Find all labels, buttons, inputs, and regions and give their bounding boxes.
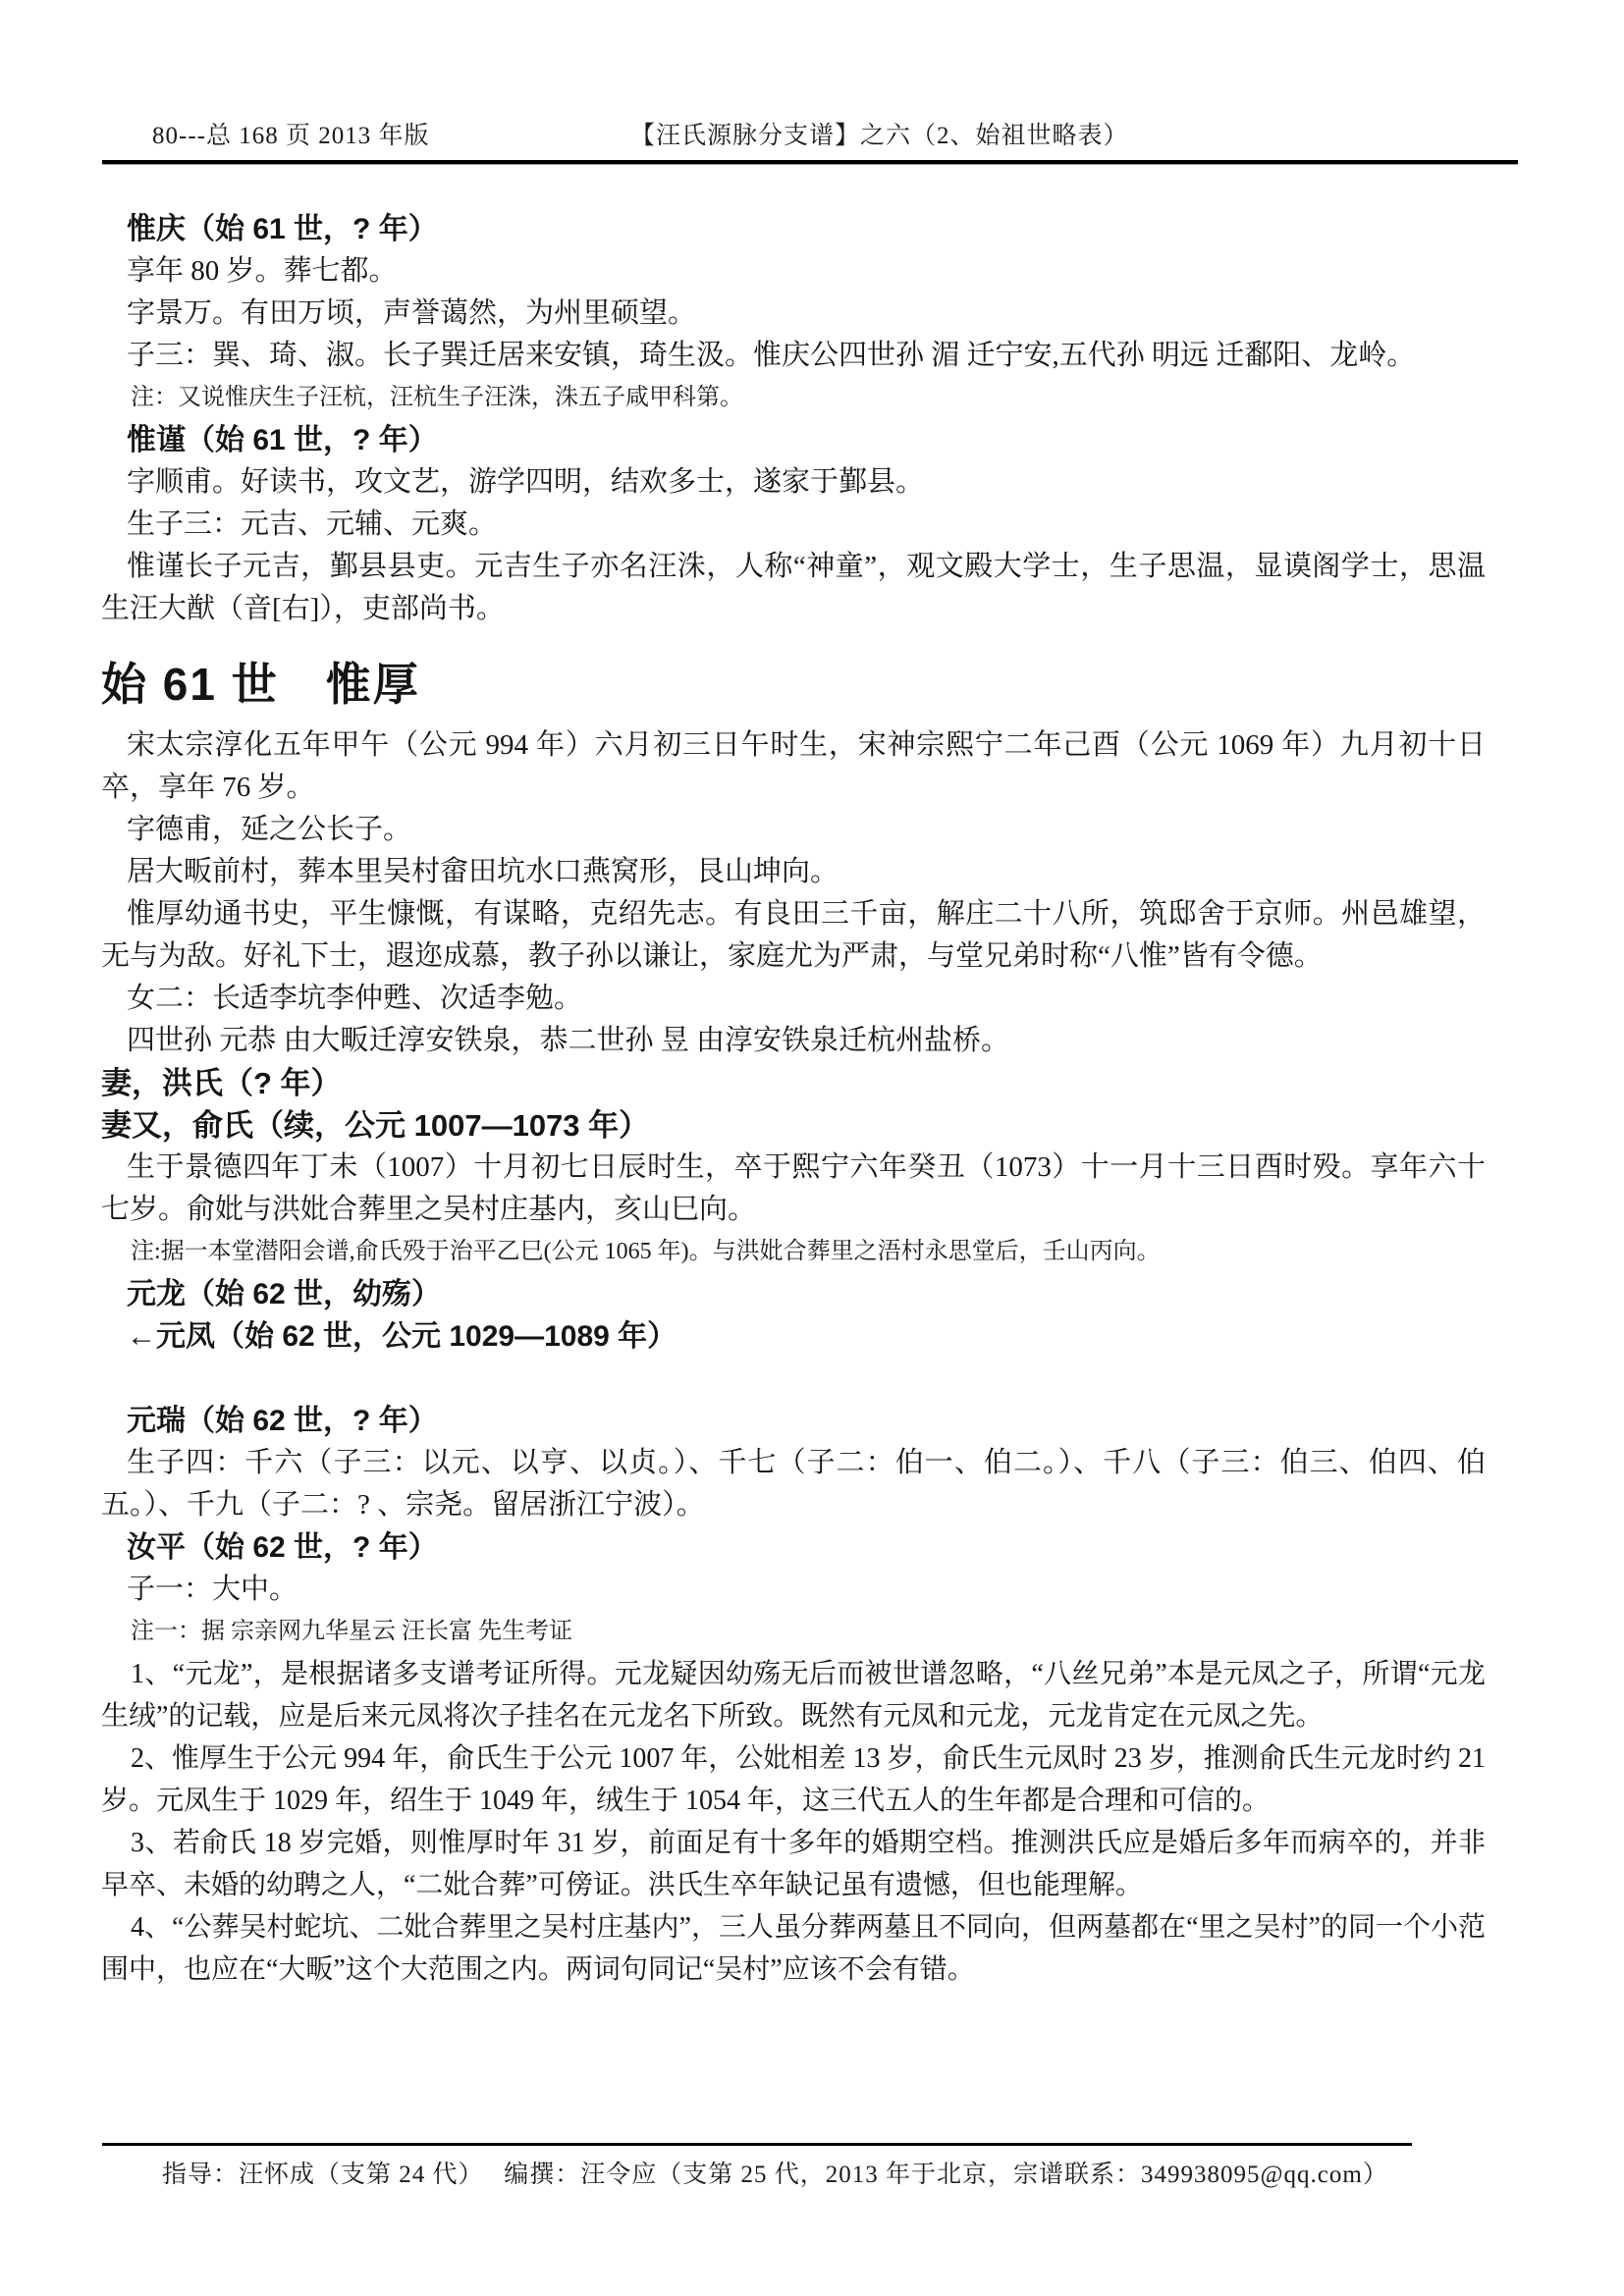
footer-divider-rule bbox=[102, 2143, 1412, 2146]
paragraph-weihou-alias: 字德甫，延之公长子。 bbox=[127, 814, 412, 845]
paragraph-weiqing-alias: 字景万。有田万顷，声誉蔼然，为州里硕望。 bbox=[127, 297, 697, 329]
entry-heading-ruping: 汝平（始 62 世，? 年） bbox=[127, 1531, 438, 1564]
paragraph-weiqing-sons: 子三：巽、琦、淑。长子巽迁居来安镇，琦生汲。惟庆公四世孙 湄 迁宁安,五代孙 明远 迁鄱阳、龙岭。 bbox=[127, 340, 1416, 371]
wife-heading-yu: 妻又，俞氏（续，公元 1007—1073 年） bbox=[101, 1108, 650, 1143]
entry-heading-weijin: 惟谨（始 61 世，? 年） bbox=[127, 424, 438, 456]
paragraph-yu-dates: 生于景德四年丁未（1007）十月初七日辰时生，卒于熙宁六年癸丑（1073）十一月十三日酉时殁。享年六十七岁。俞妣与洪妣合葬里之吴村庄基内，亥山巳向。 bbox=[101, 1151, 1486, 1225]
paragraph-weihou-dates: 宋太宗淳化五年甲午（公元 994 年）六月初三日午时生，宋神宗熙宁二年己酉（公元 1069 年）九月初十日卒，享年 76 岁。 bbox=[101, 729, 1486, 803]
wife-heading-hong: 妻，洪氏（? 年） bbox=[101, 1066, 342, 1100]
header-doc-title: 【汪氏源脉分支谱】之六（2、始祖世略表） bbox=[630, 123, 1129, 149]
entry-heading-yuanfeng: ←元凤（始 62 世，公元 1029—1089 年） bbox=[127, 1320, 677, 1353]
note-yu-burial: 注:据一本堂潜阳会谱,俞氏殁于治平乙巳(公元 1065 年)。与洪妣合葬里之浯村永思堂后，壬山丙向。 bbox=[131, 1239, 1161, 1264]
paragraph-weihou-daughters: 女二：长适李坑李仲甦、次适李勉。 bbox=[127, 983, 583, 1014]
footer-credits: 指导：汪怀成（支第 24 代） 编撰：汪令应（支第 25 代，2013 年于北京，宗谱联系：349938095@qq.com） bbox=[162, 2162, 1388, 2188]
generation-heading-weihou: 始 61 世 惟厚 bbox=[101, 659, 420, 710]
entry-heading-weiqing: 惟庆（始 61 世，? 年） bbox=[127, 213, 438, 245]
note-weiqing: 注：又说惟庆生子汪杭，汪杭生子汪洙，洙五子咸甲科第。 bbox=[131, 385, 743, 410]
paragraph-weijin-alias: 字顺甫。好读书，攻文艺，游学四明，结欢多士，遂家于鄞县。 bbox=[127, 466, 925, 498]
document-body bbox=[101, 208, 1486, 1991]
paragraph-ruping-son: 子一：大中。 bbox=[127, 1574, 298, 1605]
paragraph-weihou-residence: 居大畈前村，葬本里吴村畲田坑水口燕窝形，艮山坤向。 bbox=[127, 856, 839, 887]
paragraph-weijin-descendants: 惟谨长子元吉，鄞县县吏。元吉生子亦名汪洙，人称“神童”，观文殿大学士，生子思温，显谟阁学士，思温生汪大猷（音[右]），吏部尚书。 bbox=[101, 551, 1486, 624]
page-header bbox=[152, 120, 1526, 153]
entry-heading-yuanlong: 元龙（始 62 世，幼殇） bbox=[127, 1278, 442, 1310]
paragraph-weihou-biography: 惟厚幼通书史，平生慷慨，有谋略，克绍先志。有良田三千亩，解庄二十八所，筑邸舍于京师。州邑雄望，无与为敌。好礼下士，遐迩成慕，教子孙以谦让，家庭尤为严肃，与堂兄弟时称“八惟”皆有令德。 bbox=[101, 898, 1486, 972]
header-page-info: 80---总 168 页 2013 年版 bbox=[152, 123, 430, 149]
note-research-source: 注一：据 宗亲网九华星云 汪长富 先生考证 bbox=[131, 1619, 572, 1644]
paragraph-weijin-sons: 生子三：元吉、元辅、元爽。 bbox=[127, 508, 498, 540]
entry-heading-yuanrui: 元瑞（始 62 世，? 年） bbox=[127, 1405, 438, 1437]
annotation-2: 2、惟厚生于公元 994 年，俞氏生于公元 1007 年，公妣相差 13 岁，俞氏生元凤时 23 岁，推测俞氏生元龙时约 21 岁。元凤生于 1029 年，绍生于 1049 年，绒生于 1054 年，这三代五人的生年都是合理和可信的。 bbox=[101, 1743, 1486, 1816]
header-divider-rule bbox=[102, 160, 1518, 165]
page-footer bbox=[162, 2158, 1506, 2193]
annotation-4: 4、“公葬吴村蛇坑、二妣合葬里之吴村庄基内”，三人虽分葬两墓且不同向，但两墓都在“里之吴村”的同一个小范围中，也应在“大畈”这个大范围之内。两词句同记“吴村”应该不会有错。 bbox=[101, 1912, 1486, 1985]
paragraph-yuanrui-sons: 生子四：千六（子三：以元、以亨、以贞。）、千七（子二：伯一、伯二。）、千八（子三：伯三、伯四、伯五。）、千九（子二：? 、宗尧。留居浙江宁波）。 bbox=[101, 1447, 1486, 1521]
annotation-1: 1、“元龙”，是根据诸多支谱考证所得。元龙疑因幼殇无后而被世谱忽略，“八丝兄弟”本是元凤之子，所谓“元龙生绒”的记载，应是后来元凤将次子挂名在元龙名下所致。既然有元凤和元龙，元龙肯定在元凤之先。 bbox=[101, 1659, 1486, 1732]
annotation-3: 3、若俞氏 18 岁完婚，则惟厚时年 31 岁，前面足有十多年的婚期空档。推测洪氏应是婚后多年而病卒的，并非早卒、未婚的幼聘之人，“二妣合葬”可傍证。洪氏生卒年缺记虽有遗憾，但也能理解。 bbox=[101, 1828, 1486, 1900]
paragraph-weihou-descendants: 四世孙 元恭 由大畈迁淳安铁泉，恭二世孙 昱 由淳安铁泉迁杭州盐桥。 bbox=[127, 1025, 1010, 1056]
blank-line bbox=[101, 1358, 1486, 1400]
paragraph-weiqing-age: 享年 80 岁。葬七都。 bbox=[127, 255, 398, 287]
